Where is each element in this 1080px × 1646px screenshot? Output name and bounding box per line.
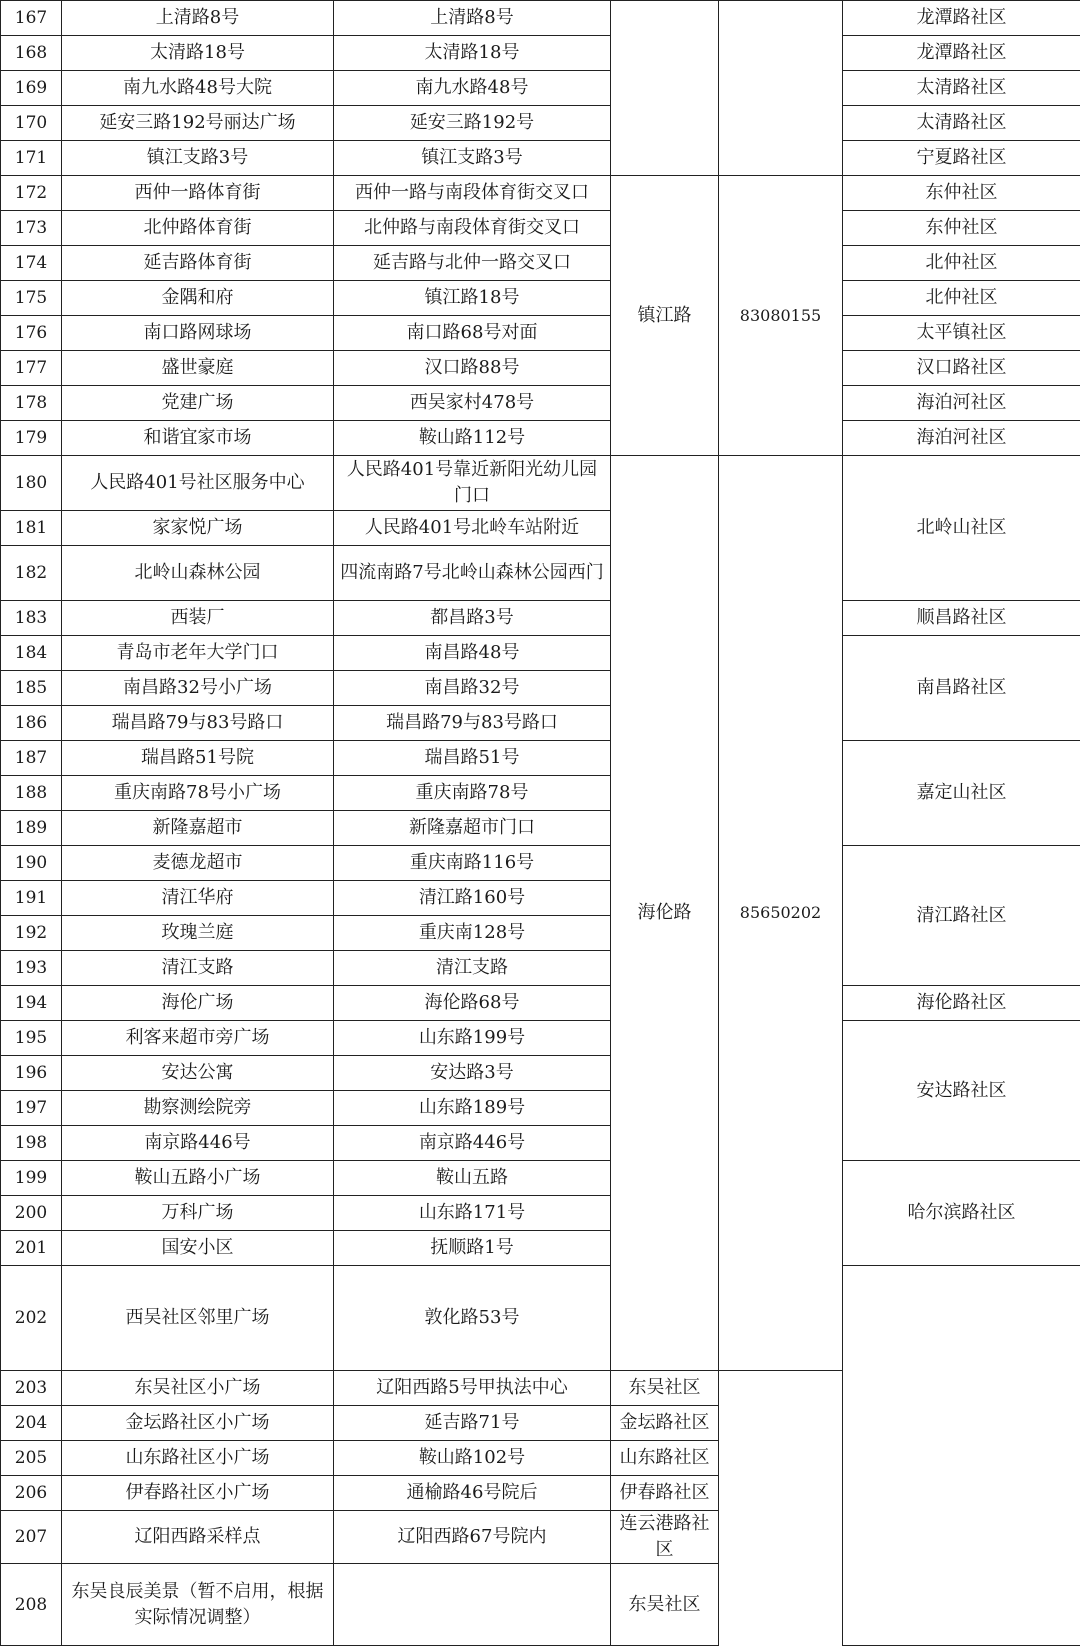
row-number: 182 [1, 546, 62, 601]
site-name: 鞍山五路小广场 [62, 1161, 334, 1196]
site-name: 青岛市老年大学门口 [62, 636, 334, 671]
community-name: 安达路社区 [843, 1021, 1080, 1161]
table-row [1, 1021, 1080, 1056]
community-name: 宁夏路社区 [843, 141, 1080, 176]
site-name: 勘察测绘院旁 [62, 1091, 334, 1126]
row-number: 168 [1, 36, 62, 71]
site-address: 汉口路88号 [334, 351, 611, 386]
site-address: 山东路171号 [334, 1196, 611, 1231]
site-address: 山东路189号 [334, 1091, 611, 1126]
table-row [1, 636, 1080, 671]
row-number: 189 [1, 811, 62, 846]
site-address: 南口路68号对面 [334, 316, 611, 351]
site-address: 重庆南128号 [334, 916, 611, 951]
site-address: 瑞昌路79与83号路口 [334, 706, 611, 741]
site-name: 辽阳西路采样点 [62, 1511, 334, 1564]
site-address: 人民路401号北岭车站附近 [334, 511, 611, 546]
row-number: 202 [1, 1266, 62, 1371]
table-row [1, 281, 1080, 316]
row-number: 188 [1, 776, 62, 811]
table-row [1, 421, 1080, 456]
table-row [1, 211, 1080, 246]
row-number: 204 [1, 1406, 62, 1441]
site-address: 都昌路3号 [334, 601, 611, 636]
table-row [1, 176, 1080, 211]
community-name: 山东路社区 [611, 1441, 719, 1476]
community-name: 北岭山社区 [843, 456, 1080, 601]
row-number: 194 [1, 986, 62, 1021]
phone-cell [719, 1, 843, 176]
row-number: 193 [1, 951, 62, 986]
table-row [1, 106, 1080, 141]
community-name: 顺昌路社区 [843, 601, 1080, 636]
row-number: 195 [1, 1021, 62, 1056]
site-address: 南京路446号 [334, 1126, 611, 1161]
site-address: 抚顺路1号 [334, 1231, 611, 1266]
site-address: 瑞昌路51号 [334, 741, 611, 776]
site-address: 人民路401号靠近新阳光幼儿园门口 [334, 456, 611, 511]
site-name: 金隅和府 [62, 281, 334, 316]
table-row [1, 71, 1080, 106]
row-number: 203 [1, 1371, 62, 1406]
street-name: 海伦路 [611, 456, 719, 1371]
community-name: 海泊河社区 [843, 421, 1080, 456]
site-address: 敦化路53号 [334, 1266, 611, 1371]
row-number: 172 [1, 176, 62, 211]
site-name: 新隆嘉超市 [62, 811, 334, 846]
community-name: 太平镇社区 [843, 316, 1080, 351]
site-name: 上清路8号 [62, 1, 334, 36]
site-address: 鞍山路112号 [334, 421, 611, 456]
row-number: 170 [1, 106, 62, 141]
table-row [1, 386, 1080, 421]
row-number: 184 [1, 636, 62, 671]
site-name: 西仲一路体育街 [62, 176, 334, 211]
site-name: 盛世豪庭 [62, 351, 334, 386]
community-name: 东吴社区 [611, 1371, 719, 1406]
community-name: 伊春路社区 [611, 1476, 719, 1511]
site-name: 北仲路体育街 [62, 211, 334, 246]
community-name: 海泊河社区 [843, 386, 1080, 421]
row-number: 167 [1, 1, 62, 36]
community-name: 连云港路社区 [611, 1511, 719, 1564]
site-address: 南九水路48号 [334, 71, 611, 106]
community-name: 东吴社区 [611, 1564, 719, 1646]
community-name: 嘉定山社区 [843, 741, 1080, 846]
site-address: 南昌路32号 [334, 671, 611, 706]
row-number: 171 [1, 141, 62, 176]
row-number: 181 [1, 511, 62, 546]
row-number: 207 [1, 1511, 62, 1564]
site-address: 安达路3号 [334, 1056, 611, 1091]
site-name: 安达公寓 [62, 1056, 334, 1091]
row-number: 198 [1, 1126, 62, 1161]
site-address: 重庆南路78号 [334, 776, 611, 811]
site-address: 清江支路 [334, 951, 611, 986]
site-address: 镇江路18号 [334, 281, 611, 316]
table-row [1, 986, 1080, 1021]
site-name: 党建广场 [62, 386, 334, 421]
street-cell [611, 1, 719, 176]
table-row [1, 456, 1080, 511]
site-name: 镇江支路3号 [62, 141, 334, 176]
site-address: 南昌路48号 [334, 636, 611, 671]
site-address: 四流南路7号北岭山森林公园西门 [334, 546, 611, 601]
table-row [1, 846, 1080, 881]
site-name: 山东路社区小广场 [62, 1441, 334, 1476]
row-number: 190 [1, 846, 62, 881]
site-name: 南九水路48号大院 [62, 71, 334, 106]
site-name: 南昌路32号小广场 [62, 671, 334, 706]
site-name: 太清路18号 [62, 36, 334, 71]
street-cell [843, 1266, 1080, 1646]
site-address: 重庆南路116号 [334, 846, 611, 881]
site-address: 通榆路46号院后 [334, 1476, 611, 1511]
site-address: 清江路160号 [334, 881, 611, 916]
site-name: 东吴社区小广场 [62, 1371, 334, 1406]
site-name: 家家悦广场 [62, 511, 334, 546]
community-name: 清江路社区 [843, 846, 1080, 986]
site-name: 延吉路体育街 [62, 246, 334, 281]
community-name: 哈尔滨路社区 [843, 1161, 1080, 1266]
row-number: 197 [1, 1091, 62, 1126]
row-number: 187 [1, 741, 62, 776]
row-number: 183 [1, 601, 62, 636]
community-name: 龙潭路社区 [843, 36, 1080, 71]
table-row [1, 246, 1080, 281]
community-name: 南昌路社区 [843, 636, 1080, 741]
site-name: 西吴社区邻里广场 [62, 1266, 334, 1371]
site-name: 金坛路社区小广场 [62, 1406, 334, 1441]
table-row [1, 741, 1080, 776]
site-address: 鞍山五路 [334, 1161, 611, 1196]
row-number: 174 [1, 246, 62, 281]
row-number: 206 [1, 1476, 62, 1511]
site-address: 延吉路71号 [334, 1406, 611, 1441]
site-name: 清江支路 [62, 951, 334, 986]
community-name: 金坛路社区 [611, 1406, 719, 1441]
site-address: 辽阳西路5号甲执法中心 [334, 1371, 611, 1406]
row-number: 180 [1, 456, 62, 511]
row-number: 175 [1, 281, 62, 316]
site-address: 海伦路68号 [334, 986, 611, 1021]
site-address: 上清路8号 [334, 1, 611, 36]
site-name: 清江华府 [62, 881, 334, 916]
site-name: 瑞昌路79与83号路口 [62, 706, 334, 741]
community-name: 东仲社区 [843, 176, 1080, 211]
site-address: 鞍山路102号 [334, 1441, 611, 1476]
site-name: 南京路446号 [62, 1126, 334, 1161]
table-row [1, 351, 1080, 386]
site-address: 北仲路与南段体育街交叉口 [334, 211, 611, 246]
table-row [1, 601, 1080, 636]
site-name: 麦德龙超市 [62, 846, 334, 881]
row-number: 176 [1, 316, 62, 351]
community-name: 龙潭路社区 [843, 1, 1080, 36]
row-number: 200 [1, 1196, 62, 1231]
table-row [1, 1266, 1080, 1371]
site-name: 伊春路社区小广场 [62, 1476, 334, 1511]
table-row [1, 36, 1080, 71]
street-name: 镇江路 [611, 176, 719, 456]
site-address [334, 1564, 611, 1646]
row-number: 177 [1, 351, 62, 386]
table-row [1, 1, 1080, 36]
site-name: 东吴良辰美景（暂不启用，根据实际情况调整） [62, 1564, 334, 1646]
site-address: 延吉路与北仲一路交叉口 [334, 246, 611, 281]
row-number: 208 [1, 1564, 62, 1646]
community-name: 北仲社区 [843, 246, 1080, 281]
site-name: 瑞昌路51号院 [62, 741, 334, 776]
site-name: 北岭山森林公园 [62, 546, 334, 601]
community-name: 海伦路社区 [843, 986, 1080, 1021]
row-number: 169 [1, 71, 62, 106]
row-number: 199 [1, 1161, 62, 1196]
row-number: 191 [1, 881, 62, 916]
site-name: 万科广场 [62, 1196, 334, 1231]
community-name: 汉口路社区 [843, 351, 1080, 386]
row-number: 192 [1, 916, 62, 951]
row-number: 205 [1, 1441, 62, 1476]
row-number: 178 [1, 386, 62, 421]
table-row [1, 1161, 1080, 1196]
row-number: 185 [1, 671, 62, 706]
row-number: 179 [1, 421, 62, 456]
site-name: 西装厂 [62, 601, 334, 636]
row-number: 201 [1, 1231, 62, 1266]
community-name: 太清路社区 [843, 106, 1080, 141]
site-address: 镇江支路3号 [334, 141, 611, 176]
row-number: 186 [1, 706, 62, 741]
street-phone: 83080155 [719, 176, 843, 456]
row-number: 173 [1, 211, 62, 246]
site-name: 玫瑰兰庭 [62, 916, 334, 951]
site-name: 人民路401号社区服务中心 [62, 456, 334, 511]
site-address: 延安三路192号 [334, 106, 611, 141]
table-row [1, 141, 1080, 176]
site-address: 西吴家村478号 [334, 386, 611, 421]
site-name: 重庆南路78号小广场 [62, 776, 334, 811]
site-name: 利客来超市旁广场 [62, 1021, 334, 1056]
site-address: 西仲一路与南段体育街交叉口 [334, 176, 611, 211]
site-name: 和谐宜家市场 [62, 421, 334, 456]
site-address: 太清路18号 [334, 36, 611, 71]
community-name: 东仲社区 [843, 211, 1080, 246]
street-phone: 85650202 [719, 456, 843, 1371]
site-name: 南口路网球场 [62, 316, 334, 351]
site-address: 山东路199号 [334, 1021, 611, 1056]
row-number: 196 [1, 1056, 62, 1091]
site-name: 海伦广场 [62, 986, 334, 1021]
community-name: 北仲社区 [843, 281, 1080, 316]
site-name: 延安三路192号丽达广场 [62, 106, 334, 141]
table-row [1, 316, 1080, 351]
community-name: 太清路社区 [843, 71, 1080, 106]
site-address: 新隆嘉超市门口 [334, 811, 611, 846]
site-name: 国安小区 [62, 1231, 334, 1266]
site-address: 辽阳西路67号院内 [334, 1511, 611, 1564]
